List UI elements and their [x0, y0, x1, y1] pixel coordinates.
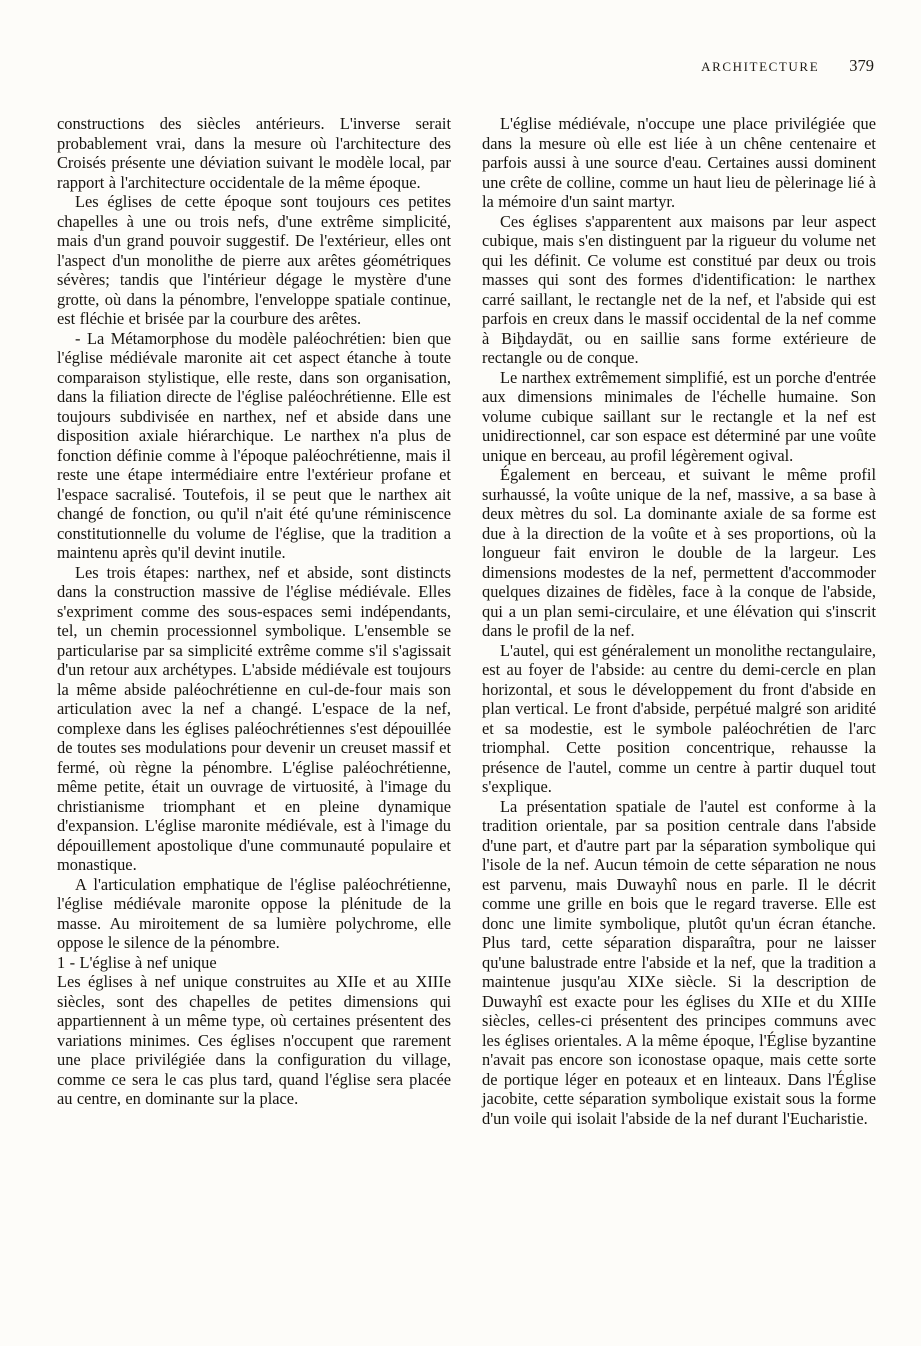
page-header: [57, 56, 876, 76]
paragraph: A l'articulation emphatique de l'église paléochrétienne, l'église médiévale maronite oppose la plénitude de la masse. Au miroitement de sa lumière polychrome, elle oppose le silence de la pénombre.: [57, 874, 451, 952]
section-heading: 1 - L'église à nef unique: [57, 952, 217, 972]
paragraph: Les églises de cette époque sont toujours ces petites chapelles à une ou trois nefs, d'une extrême simplicité, mais d'un grand pouvoir suggestif. De l'extérieur, elles ont l'aspect d'un monolithe de pierre aux arêtes géométriques sévères; tandis que l'intérieur dégage le mystère d'une grotte, où dans la pénombre, l'enveloppe spatiale continue, est fléchie et brisée par la courbure des arêtes.: [57, 192, 451, 328]
running-title: ARCHITECTURE: [701, 59, 820, 74]
paragraph: Ces églises s'apparentent aux maisons par leur aspect cubique, mais s'en distinguent par la rigueur du volume net qui les définit. Ce volume est constitué par deux ou trois masses qui sont des formes d'identification: le narthex carré saillant, le rectangle net de la nef, et l'abside qui est parfois en creux dans le massif occidental de la nef comme à Biḫdaydāt, ou en saillie sans forme extérieure de rectangle ou de conque.: [482, 211, 876, 367]
paragraph: Le narthex extrêmement simplifié, est un porche d'entrée aux dimensions minimales de l'échelle humaine. Son volume cubique saillant sur le rectangle et la nef est unidirectionnel, car son espace est déterminé par une voûte unique en berceau, au profil légèrement ogival.: [482, 367, 876, 465]
page-number: 379: [849, 56, 874, 75]
paragraph: Les églises à nef unique construites au XIIe et au XIIIe siècles, sont des chapelles de petites dimensions qui appartiennent à un même type, où certaines présentent des variations minimes. Ces églises n'occupent que rarement une place privilégiée dans la configuration du village, comme ce sera le cas plus tard, quand l'église sera placée au centre, en dominante sur la place.: [57, 972, 451, 1108]
text-columns: [57, 114, 876, 1128]
paragraph: - La Métamorphose du modèle paléochrétien: bien que l'église médiévale maronite ait cet aspect étanche à toute comparaison stylistique, elle reste, dans son organisation, dans la filiation directe de l'église paléochrétienne. Elle est toujours subdivisée en narthex, nef et abside dans une disposition axiale hiérarchique. Le narthex n'a plus de fonction définie comme à l'époque paléochrétienne, mais il reste une étape intermédiaire entre l'extérieur profane et l'espace sacralisé. Toutefois, il se peut que le narthex ait changé de fonction, ou qu'il n'ait été qu'une réminiscence constitutionnelle du volume de l'église, que la tradition a maintenu après qu'il devint inutile.: [57, 328, 451, 562]
paragraph: La présentation spatiale de l'autel est conforme à la tradition orientale, par sa position centrale dans l'abside d'une part, et d'autre part par la séparation symbolique qui l'isole de la nef. Aucun témoin de cette séparation ne nous est parvenu, mais Duwayhî nous en parle. Il le décrit comme une grille en bois que le regard traverse. Elle est donc une limite symbolique, plutôt qu'un écran étanche. Plus tard, cette séparation disparaîtra, pour ne laisser qu'une balustrade entre l'abside et la nef, que la tradition a maintenue jusqu'au XIXe siècle. Si la description de Duwayhî est exacte pour les églises du XIIe et du XIIIe siècles, celles-ci présentent des principes communs avec les églises orientales. A la même époque, l'Église byzantine n'avait pas encore son iconostase opaque, mais cette sorte de portique léger en poteaux et en linteaux. Dans l'Église jacobite, cette séparation symbolique existait sous la forme d'un voile qui isolait l'abside de la nef durant l'Eucharistie.: [482, 796, 876, 1128]
paragraph: L'autel, qui est généralement un monolithe rectangulaire, est au foyer de l'abside: au centre du demi-cercle en plan horizontal, et sous le développement du front d'abside en plan vertical. Le front d'abside, perpétué malgré son aridité et sa modestie, est le symbole paléochrétien de l'arc triomphal. Cette position concentrique, rehausse la présence de l'autel, comme un centre à partir duquel tout s'explique.: [482, 640, 876, 796]
paragraph: constructions des siècles antérieurs. L'inverse serait probablement vrai, dans la mesure où l'architecture des Croisés présente une déviation suivant le modèle local, par rapport à l'architecture occidentale de la même époque.: [57, 114, 451, 192]
left-column: [57, 114, 451, 1128]
paragraph: Les trois étapes: narthex, nef et abside, sont distincts dans la construction massive de l'église médiévale. Elles s'expriment comme des sous-espaces semi indépendants, tel, un chemin processionnel symbolique. L'ensemble se particularise par sa simplicité extrême comme s'il s'agissait d'un retour aux archétypes. L'abside médiévale est toujours la même abside paléochrétienne en cul-de-four mais son articulation avec la nef a changé. L'espace de la nef, complexe dans les églises paléochrétiennes s'est dépouillée de toutes ses modulations pour devenir un creuset massif et fermé, où règne la pénombre. L'église paléochrétienne, même petite, était un ouvrage de virtuosité, à l'image du christianisme triomphant et en pleine dynamique d'expansion. L'église maronite médiévale, est à l'image du dépouillement apostolique d'une communauté populaire et monastique.: [57, 562, 451, 874]
paragraph: L'église médiévale, n'occupe une place privilégiée que dans la mesure où elle est liée à un chêne centenaire et parfois aussi à une source d'eau. Certaines aussi dominent une crête de colline, comme un haut lieu de pèlerinage lié à la mémoire d'un saint martyr.: [482, 114, 876, 211]
right-column: [482, 114, 876, 1128]
paragraph: Également en berceau, et suivant le même profil surhaussé, la voûte unique de la nef, massive, a sa base à deux mètres du sol. La dominante axiale de sa forme est due à la direction de la voûte et à ses proportions, où la longueur fait environ le double de la largeur. Les dimensions modestes de la nef, permettent d'accommoder quelques dizaines de fidèles, face à la conque de l'abside, qui a un plan semi-circulaire, et une élévation qui s'inscrit dans le profil de la nef.: [482, 465, 876, 640]
